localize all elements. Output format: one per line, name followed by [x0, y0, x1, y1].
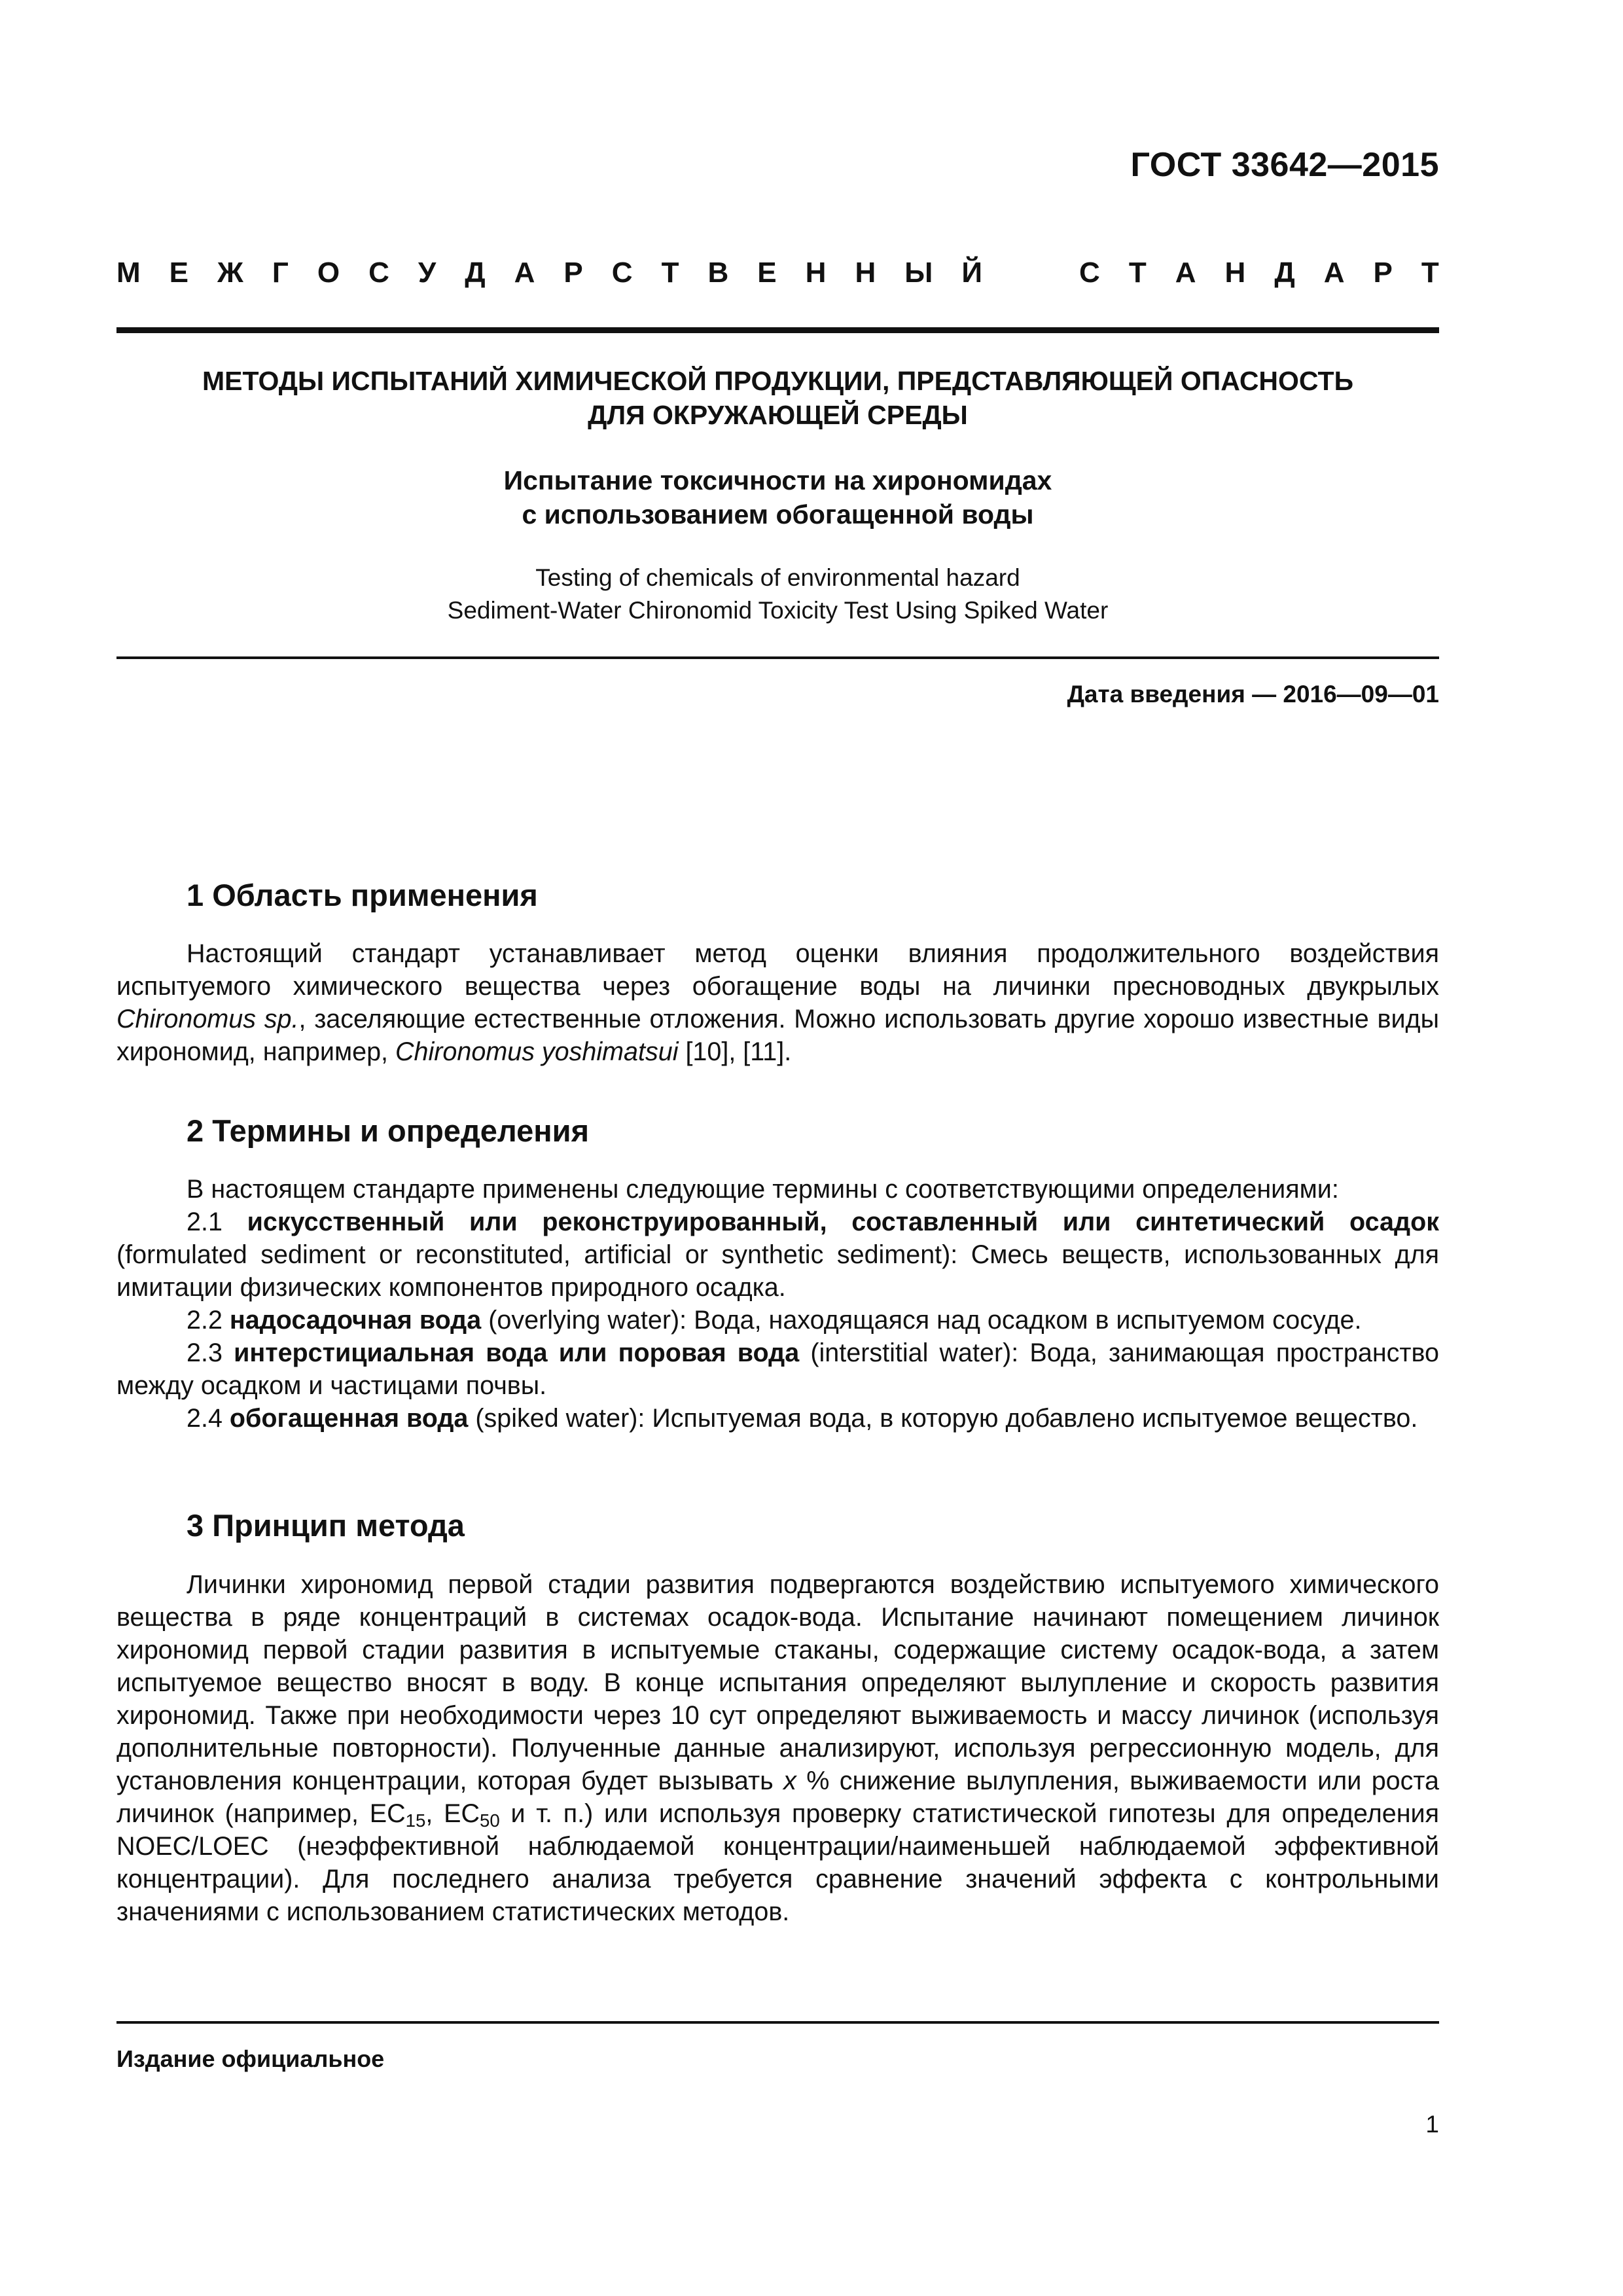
english-title-line: Testing of chemicals of environmental hazard [535, 564, 1020, 591]
paragraph: В настоящем стандарте применены следующие термины с соответствующими определениями: [187, 1175, 1339, 1204]
edition-label: Издание официальное [116, 2045, 385, 2072]
title-line: ДЛЯ ОКРУЖАЮЩЕЙ СРЕДЫ [588, 400, 968, 430]
standard-code: ГОСТ 33642—2015 [1130, 146, 1439, 184]
banner-letter: О [317, 257, 340, 289]
term-definition: 2.3 интерстициальная вода или поровая вода (interstitial water): Вода, занимающая пространство между осадком и частицами почвы. [116, 1338, 1439, 1400]
banner-letter: А [1323, 257, 1345, 289]
subtitle-line: Испытание токсичности на хирономидах [503, 465, 1052, 495]
banner-letter: В [707, 257, 729, 289]
banner-letter: Г [272, 257, 289, 289]
banner-letter: У [418, 257, 437, 289]
document-title [116, 364, 1439, 432]
banner-letter: М [116, 257, 141, 289]
section-heading-terms: 2 Термины и определения [187, 1113, 589, 1148]
banner-letter: С [1079, 257, 1100, 289]
banner-letter: Р [1373, 257, 1393, 289]
banner-letter: С [368, 257, 389, 289]
section-body-terms [116, 1173, 1439, 1435]
subtitle-line: с использованием обогащенной воды [522, 499, 1034, 529]
banner-letter: С [611, 257, 633, 289]
banner-letter: Д [1274, 257, 1295, 289]
banner-letter: Т [1421, 257, 1439, 289]
title-divider [116, 656, 1439, 659]
term-definition: 2.4 обогащенная вода (spiked water): Испытуемая вода, в которую добавлено испытуемое вещество. [187, 1404, 1418, 1433]
banner-letter: Т [1128, 257, 1147, 289]
section-body-principle [116, 1568, 1439, 1928]
section-body-scope [116, 937, 1439, 1068]
english-title-line: Sediment-Water Chironomid Toxicity Test Using Spiked Water [447, 597, 1109, 624]
banner-letter: Д [465, 257, 486, 289]
banner-letter: Й [961, 257, 982, 289]
section-heading-principle: 3 Принцип метода [187, 1508, 465, 1543]
footer-divider [116, 2021, 1439, 2024]
banner-letter: Н [1224, 257, 1246, 289]
paragraph: Личинки хирономид первой стадии развития подвергаются воздействию испытуемого химического вещества в ряде концентраций в системах осадок-вода. Испытание начинают помещением личинок хирономид первой стадии развития в испытуемые стаканы, содержащие систему осадок-вода, а затем испытуемое вещество вносят в воду. В конце испытания определяют вылупление и скорость развития хирономид. Также при необходимости через 10 сут определяют выживаемость и массу личинок (используя дополнительные повторности). Полученные данные анализируют, используя регрессионную модель, для установления концентрации, которая будет вызывать x % снижение вылупления, выживаемости или роста личинок (например, $EC_{15}$, $EC_{50}$ и т. п.) или используя проверку статистической гипотезы для определения NOEC/LOEC (неэффективной наблюдаемой концентрации/наименьшей наблюдаемой эффективной концентрации). Для последнего анализа требуется сравнение значений эффекта с контрольными значениями с использованием статистических методов. [116, 1570, 1439, 1926]
banner-letter: Т [661, 257, 679, 289]
banner-letter: Ж [217, 257, 243, 289]
paragraph: Настоящий стандарт устанавливает метод оценки влияния продолжительного воздействия испытуемого химического вещества через обогащение воды на личинки пресноводных двукрылых Chironomus sp., заселяющие естественные отложения. Можно использовать другие хорошо известные виды хирономид, например, Chironomus yoshimatsui [10], [11]. [116, 939, 1439, 1066]
banner-word-gap [1011, 257, 1050, 289]
page-number: 1 [1425, 2111, 1439, 2138]
banner-letter: А [514, 257, 535, 289]
banner-letter: Н [855, 257, 876, 289]
banner-letter: А [1175, 257, 1196, 289]
standard-type-banner [116, 257, 1439, 289]
term-definition: 2.2 надосадочная вода (overlying water): Вода, находящаяся над осадком в испытуемом сосуде. [187, 1306, 1362, 1335]
section-heading-scope: 1 Область применения [187, 878, 538, 912]
title-line: МЕТОДЫ ИСПЫТАНИЙ ХИМИЧЕСКОЙ ПРОДУКЦИИ, ПРЕДСТАВЛЯЮЩЕЙ ОПАСНОСТЬ [202, 366, 1354, 396]
english-title [116, 562, 1439, 627]
banner-letter: Е [169, 257, 189, 289]
effective-date: Дата введения — 2016—09—01 [1067, 681, 1439, 708]
term-definition: 2.1 искусственный или реконструированный, составленный или синтетический осадок (formulated sediment or reconstituted, artificial or synthetic sediment): Смесь веществ, использованных для имитации физических компонентов природного осадка. [116, 1208, 1439, 1302]
banner-letter: Р [563, 257, 583, 289]
banner-letter: Ы [904, 257, 933, 289]
banner-letter: Е [757, 257, 777, 289]
document-subtitle [116, 463, 1439, 531]
header-divider [116, 327, 1439, 333]
banner-letter: Н [805, 257, 827, 289]
